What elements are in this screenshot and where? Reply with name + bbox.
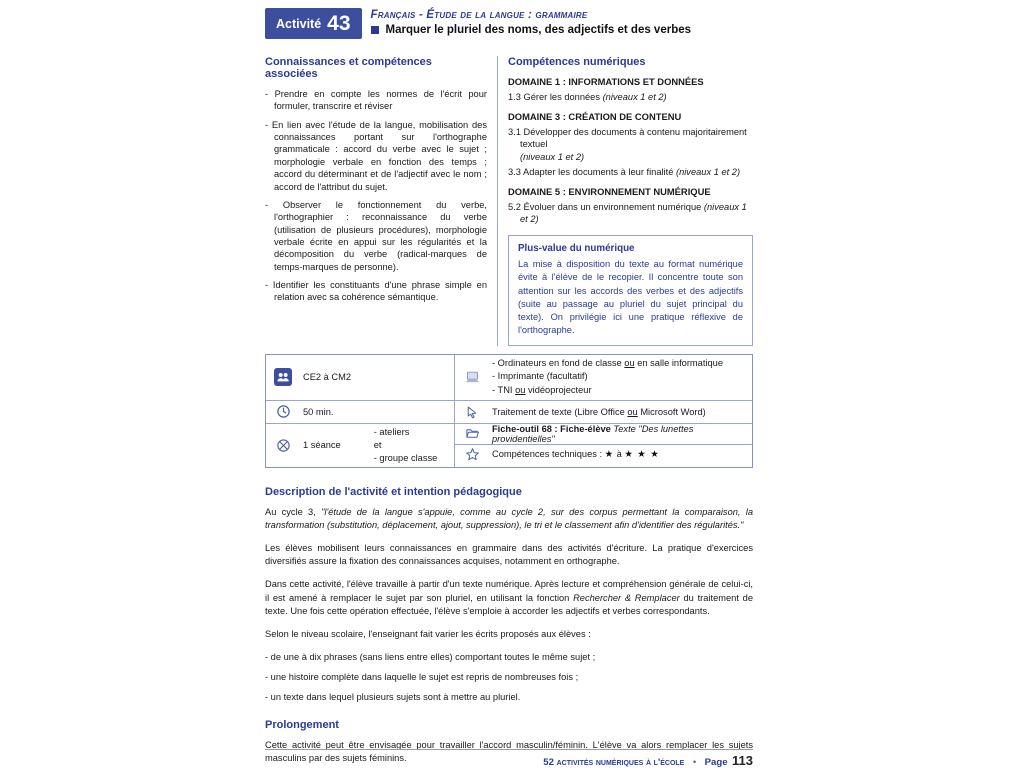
activity-badge-label: Activité [276,16,322,31]
domain-item-text: 3.3 Adapter les documents à leur finalité [508,167,676,178]
description-heading: Description de l'activité et intention pédagogique [265,485,522,498]
description-paragraph-3: Dans cette activité, l'élève travaille à partir d'un texte numérique. Après lecture et compréhension générale de celui-ci, il est amené à remplacer le sujet par son pluriel, en utilisant la fonction Rechercher & Remplacer du traitement de texte. Une fois cette opération effectuée, l'élève s'emploie à accorder les adjectifs et verbes correspondants. [265,579,753,616]
variant-list-item: - de une à dix phrases (sans liens entre elles) comportant toutes le même sujet ; [265,652,596,663]
domain-item-levels: (niveaux 1 et 2) [520,202,747,225]
connaissances-bullet: - Prendre en compte les normes de l'écrit pour formuler, transcrire et réviser [265,89,487,112]
sessions-value: 1 séance [303,440,341,451]
domain-item-5-2 [508,201,753,225]
description-paragraph-4: Selon le niveau scolaire, l'enseignant fait varier les écrits proposés aux élèves : [265,628,591,639]
activity-info-table [265,354,753,468]
info-table-left [266,355,455,467]
page-number: 113 [732,753,753,768]
session-mode: - groupe classe [373,452,438,463]
domain-item-3-1-levels: (niveaux 1 et 2) [520,152,585,163]
cursor-icon [463,405,481,419]
equipment-line: - Imprimante (facultatif) [492,371,588,382]
computer-icon [463,369,481,386]
domain-1-heading: DOMAINE 1 : INFORMATIONS ET DONNÉES [508,76,704,87]
domain-item-1-3 [508,91,753,103]
equipment-line: - TNI ou vidéoprojecteur [492,384,592,395]
level-row [266,355,454,400]
duration-row [266,400,454,423]
activity-badge-number: 43 [327,12,351,35]
session-mode: et [373,439,382,450]
folder-icon [463,426,481,441]
level-value: CE2 à CM2 [303,372,352,383]
activity-header [265,8,753,39]
connaissances-bullet: - Identifier les constituants d'une phrase simple en relation avec sa cohérence sémantique. [265,280,487,303]
skills-row [455,444,752,465]
plus-value-body: La mise à disposition du texte au format numérique évite à l'élève de le recopier. Il concentre toute son attention sur les accords des verbes et des adjectifs (suite au passage au pluriel du sujet principal du texte). On privilégie ici une pratique réflexive de l'orthographe. [518,259,743,335]
star-icon [463,447,481,462]
session-icon [274,438,292,453]
skill-stars: ★ ★ ★ [624,449,660,460]
session-mode: - ateliers [373,426,410,437]
domain-item-3-1: 3.1 Développer des documents à contenu majoritairement textuel [508,127,747,150]
equipment-row [455,355,752,400]
page-footer [265,749,753,768]
activity-header-text [371,8,692,36]
domain-5-heading: DOMAINE 5 : ENVIRONNEMENT NUMÉRIQUE [508,186,711,198]
resources-value: Fiche-outil 68 : Fiche-élève Texte "Des lunettes providentielles" [492,423,694,444]
activity-title-row [371,24,692,36]
resources-row [455,423,752,444]
function-name: Rechercher & Remplacer [573,592,680,603]
duration-value: 50 min. [303,406,334,417]
activity-title: Marquer le pluriel des noms, des adjectifs et des verbes [385,24,692,36]
description-section [265,486,753,705]
page-content [265,8,753,768]
domain-item-levels: (niveaux 1 et 2) [602,92,667,102]
connaissances-bullet: - Observer le fonctionnement du verbe, l'orthographier : reconnaissance du verbe (utilisation de plusieurs procédures), morphologie verbale écrite en appui sur les régularités et la décomposition du verbe (radical-marques de temps-marques de personne). [265,199,487,272]
description-paragraph-1: Au cycle 3, "l'étude de la langue s'appuie, comme au cycle 2, sur des corpus permettant la comparaison, la transformation (substitution, déplacement, ajout, suppression), le tri et le classement afin d'identifier des régularités." [265,506,753,530]
prolongement-body: Cette activité peut être envisagée pour travailler l'accord masculin/féminin. L'élève va alors remplacer les sujets masculins par des sujets féminins. [265,739,753,763]
curriculum-quote: "l'étude de la langue s'appuie, comme au cycle 2, sur des corpus permettant la comparaison, la transformation (substitution, déplacement, ajout, suppression), le tri et le classement afin d'identifier des régularités." [265,506,753,530]
info-table-right [455,355,752,467]
clock-icon [274,404,292,419]
students-icon [274,368,292,386]
activity-badge [265,8,362,39]
skill-star: ★ [604,449,615,460]
sessions-row [266,423,454,467]
domain-item-text: 5.2 Évoluer dans un environnement numérique [508,202,704,213]
equipment-lines [492,357,723,397]
equipment-line: - Ordinateurs en fond de classe ou en salle informatique [492,357,724,368]
competences-numeriques-heading: Compétences numériques [508,56,646,68]
subject-line: Français - Étude de la langue : grammaire [370,9,588,21]
connaissances-bullet: - En lien avec l'étude de la langue, mobilisation des connaissances portant sur l'orthographe grammaticale : accord du verbe avec le sujet ; morphologie verbale en fonction des temps ; accord du déterminant et de l'adjectif avec le nom ; accord de l'attribut du sujet. [265,119,487,192]
skills-value: Compétences techniques : ★ à ★ ★ ★ [492,449,660,460]
footer-bullet-icon: • [692,757,697,768]
square-bullet-icon [371,26,379,34]
domain-item-3-3 [508,166,753,178]
domain-3-heading: DOMAINE 3 : CRÉATION DE CONTENU [508,111,682,123]
connaissances-column [265,56,498,346]
variant-list-item: - un texte dans lequel plusieurs sujets sont à mettre au pluriel. [265,692,521,703]
connaissances-heading: Connaissances et compétences associées [265,56,432,80]
software-value: Traitement de texte (Libre Office ou Microsoft Word) [492,406,706,417]
competences-columns [265,56,753,346]
prolongement-heading: Prolongement [265,718,339,731]
description-paragraph-2: Les élèves mobilisent leurs connaissances en grammaire dans des activités d'écriture. La pratique d'exercices diversifiés assure la fixation des connaissances acquises, notamment en orthographe. [265,542,753,567]
domain-item-levels: (niveaux 1 et 2) [675,167,741,178]
plus-value-title: Plus-value du numérique [518,243,635,255]
book-title: 52 activités numériques à l'école [543,757,685,768]
domain-item-text: 1.3 Gérer les données [508,92,603,102]
page-label: Page [704,757,728,768]
plus-value-box [508,235,753,345]
competences-numeriques-column [498,56,753,346]
session-modes [374,426,438,465]
software-row [455,400,752,423]
variant-list-item: - une histoire complète dans laquelle le sujet est repris de nombreuses fois ; [265,672,579,683]
